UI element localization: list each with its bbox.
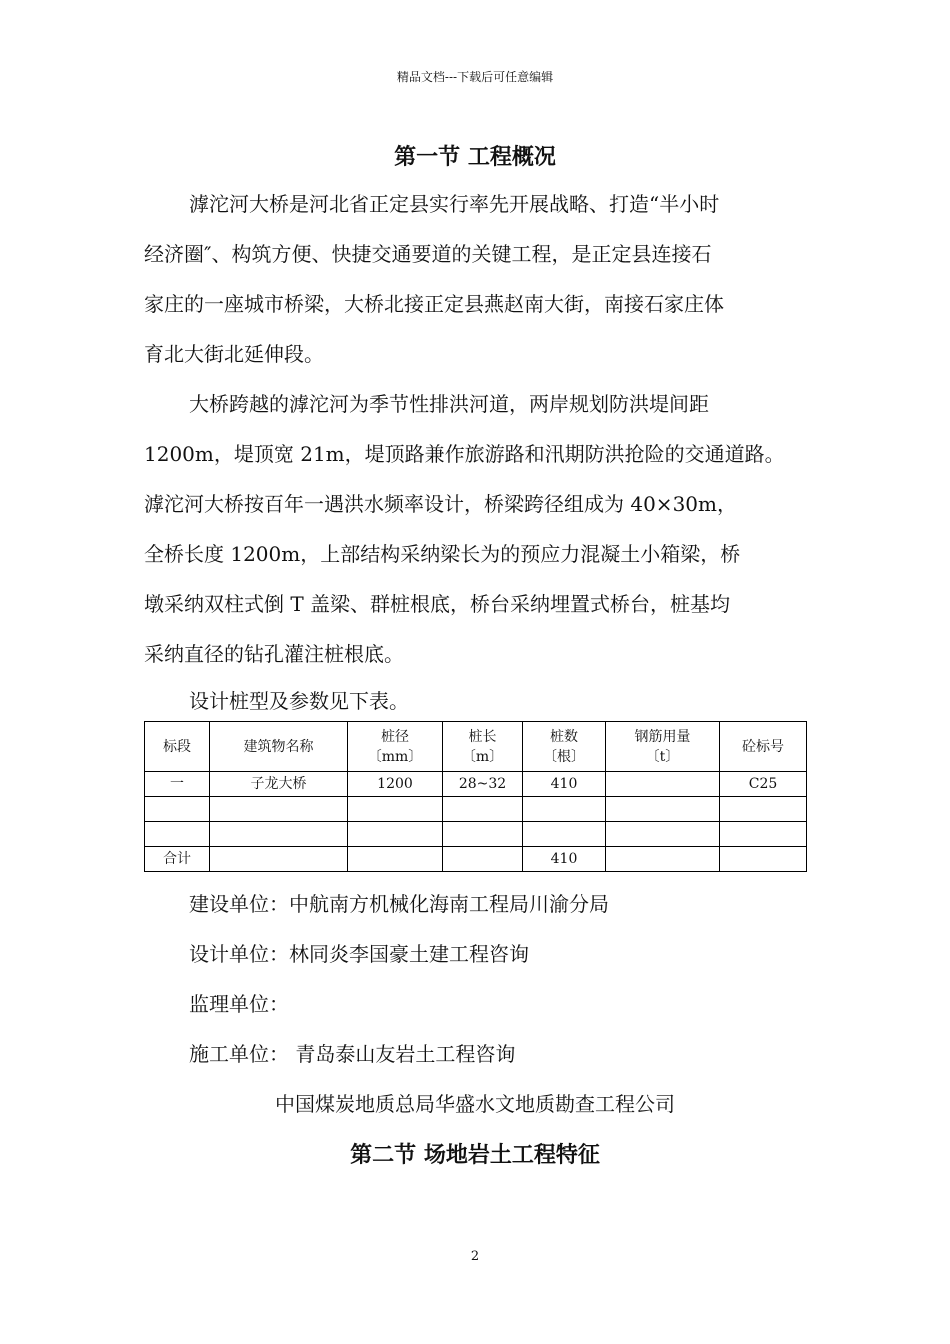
para1-line: 滹沱河大桥是河北省正定县实行率先开展战略、打造“半小时 [189,192,720,216]
header-cell: 桩数 〔根〕 [523,722,606,772]
table-cell [720,822,807,847]
design-unit: 设计单位：林同炎李国豪土建工程咨询 [189,942,529,966]
table-cell [720,797,807,822]
table-header-row [145,722,807,772]
section2-title: 第二节 场地岩土工程特征 [350,1143,600,1168]
table-row [145,822,807,847]
section1-title: 第一节 工程概况 [394,145,556,170]
pile-parameter-table [144,721,807,872]
table-total-row [145,847,807,872]
page-header: 精品文档---下载后可任意编辑 [396,70,554,84]
table-intro: 设计桩型及参数见下表。 [189,689,409,713]
table-cell: C25 [720,772,807,797]
table-cell [720,847,807,872]
table-cell [145,797,210,822]
table-cell [145,822,210,847]
para2-line: 全桥长度 1200m，上部结构采纳梁长为的预应力混凝土小箱梁，桥 [144,542,741,566]
header-cell: 砼标号 [720,722,807,772]
para1-line: 育北大街北延伸段。 [144,342,324,366]
table-cell: 子龙大桥 [210,772,348,797]
table-cell [210,822,348,847]
table-cell [348,847,443,872]
header-cell: 桩长 〔m〕 [443,722,523,772]
page-number: 2 [470,1249,480,1264]
construction-unit: 建设单位：中航南方机械化海南工程局川渝分局 [189,892,609,916]
para2-line: 墩采纳双柱式倒 T 盖梁、群桩根底，桥台采纳埋置式桥台，桩基均 [144,592,731,616]
header-cell: 标段 [145,722,210,772]
table-row [145,797,807,822]
table-cell [210,797,348,822]
header-cell: 钢筋用量 〔t〕 [606,722,720,772]
table-cell [348,797,443,822]
table-cell [606,822,720,847]
table-cell: 合计 [145,847,210,872]
table-cell [606,772,720,797]
table-cell: 410 [523,772,606,797]
table-cell [523,797,606,822]
table-cell [606,797,720,822]
para2-line: 采纳直径的钻孔灌注桩根底。 [144,642,404,666]
table-cell [348,822,443,847]
table-cell: 一 [145,772,210,797]
para2-line: 滹沱河大桥按百年一遇洪水频率设计，桥梁跨径组成为 40×30m， [144,492,737,516]
para2-line: 大桥跨越的滹沱河为季节性排洪河道，两岸规划防洪堤间距 [189,392,709,416]
table-row [145,772,807,797]
table-cell: 28~32 [443,772,523,797]
table-cell [606,847,720,872]
supervision-unit: 监理单位： [189,992,289,1016]
table-cell [443,822,523,847]
table-cell [443,797,523,822]
para1-line: 家庄的一座城市桥梁，大桥北接正定县燕赵南大街，南接石家庄体 [144,292,724,316]
header-cell: 建筑物名称 [210,722,348,772]
table-cell: 1200 [348,772,443,797]
company-name: 中国煤炭地质总局华盛水文地质勘查工程公司 [275,1092,675,1116]
table-cell: 410 [523,847,606,872]
table-cell [443,847,523,872]
para2-line: 1200m，堤顶宽 21m，堤顶路兼作旅游路和汛期防洪抢险的交通道路。 [144,442,785,466]
table-cell [523,822,606,847]
header-cell: 桩径 〔mm〕 [348,722,443,772]
contractor-unit: 施工单位： 青岛泰山友岩土工程咨询 [189,1042,516,1066]
table-cell [210,847,348,872]
para1-line: 经济圈″、构筑方便、快捷交通要道的关键工程，是正定县连接石 [144,242,712,266]
